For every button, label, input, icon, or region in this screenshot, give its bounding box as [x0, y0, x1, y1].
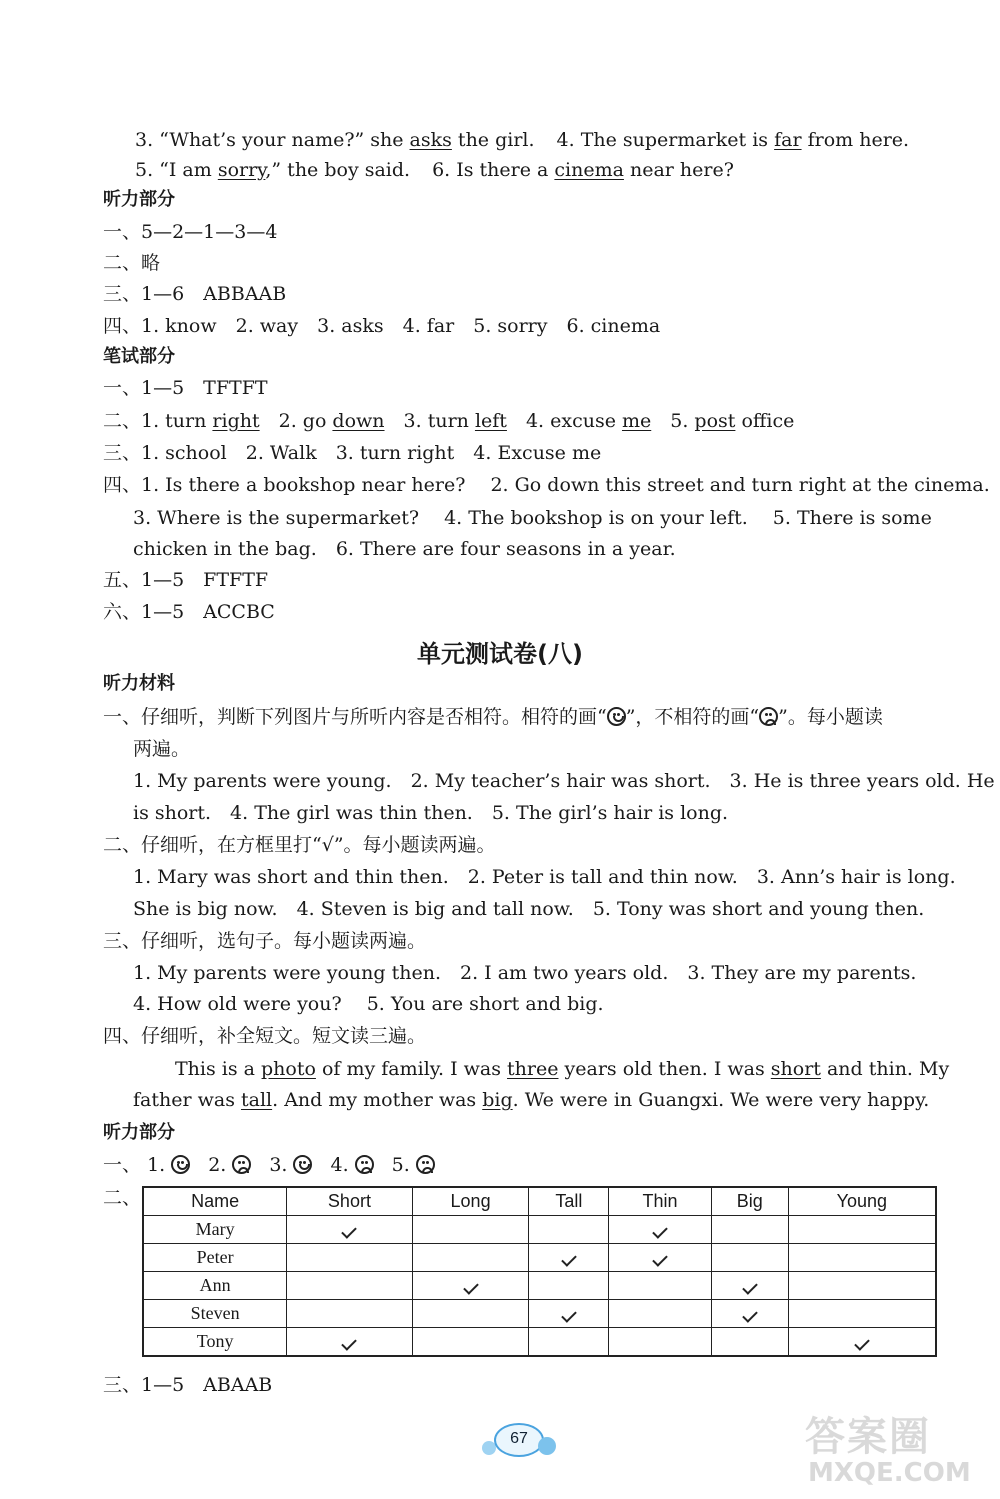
check-mark-icon [854, 1335, 870, 1351]
material-line: 1. Mary was short and thin then. 2. Peter is tall and thin now. 3. Ann’s hair is long. [133, 866, 956, 888]
table-row [143, 1216, 936, 1244]
watermark-url: MXQE.COM [808, 1458, 971, 1488]
table-row [143, 1272, 936, 1300]
answer-line: 五、1—5 FTFTF [103, 569, 269, 591]
face-item-number: 2. [208, 1154, 227, 1176]
smile-icon [171, 1155, 190, 1174]
frown-icon [416, 1155, 435, 1174]
frown-icon [355, 1155, 374, 1174]
table-cell [412, 1216, 529, 1244]
table-cell [287, 1216, 412, 1244]
table-cell [529, 1216, 609, 1244]
material-line: 两遍。 [133, 738, 191, 760]
column-header: Thin [609, 1187, 712, 1216]
table-body [143, 1216, 936, 1357]
smile-icon [293, 1155, 312, 1174]
table-cell [529, 1272, 609, 1300]
table-cell [412, 1300, 529, 1328]
check-mark-icon [342, 1223, 358, 1239]
row-name: Steven [143, 1300, 287, 1328]
table-cell [529, 1300, 609, 1328]
page-title: 单元测试卷(八) [417, 640, 583, 668]
table-cell [711, 1300, 788, 1328]
answer-line: 一、5—2—1—3—4 [103, 221, 278, 243]
material-line: 一、仔细听，判断下列图片与所听内容是否相符。相符的画“ ”，不相符的画“ ”。每小题读 [103, 706, 883, 728]
answer-line: 三、1. school 2. Walk 3. turn right 4. Excuse me [103, 442, 602, 464]
face-item-number: 1. [147, 1154, 166, 1176]
watermark-logo: 答案圈 [805, 1414, 931, 1460]
table-cell [711, 1328, 788, 1357]
table-cell [788, 1300, 936, 1328]
material-line: She is big now. 4. Steven is big and tall now. 5. Tony was short and young then. [133, 898, 925, 920]
page-number-badge [480, 1421, 560, 1461]
table-cell [412, 1328, 529, 1357]
table-header-row [143, 1187, 936, 1216]
column-header: Long [412, 1187, 529, 1216]
answer-line: 三、1—6 ABBAAB [103, 283, 287, 305]
check-mark-icon [342, 1335, 358, 1351]
table-cell [788, 1328, 936, 1357]
table-cell [711, 1244, 788, 1272]
material-line: is short. 4. The girl was thin then. 5. The girl’s hair is long. [133, 802, 729, 824]
check-mark-icon [463, 1279, 479, 1295]
table-cell [287, 1328, 412, 1357]
table-prefix: 二、 [103, 1187, 142, 1209]
face-item-number: 4. [330, 1154, 349, 1176]
answer-line: 六、1—5 ACCBC [103, 601, 275, 623]
check-mark-icon [652, 1251, 668, 1267]
row-name: Ann [143, 1272, 287, 1300]
page-number: 67 [510, 1430, 528, 1447]
face-item-number: 3. [269, 1154, 288, 1176]
row-name: Peter [143, 1244, 287, 1272]
table-cell [287, 1300, 412, 1328]
table-cell [711, 1272, 788, 1300]
material-line: 三、仔细听，选句子。每小题读两遍。 [103, 930, 427, 952]
column-header: Short [287, 1187, 412, 1216]
section-header: 听力部分 [103, 1122, 175, 1143]
table-cell [287, 1272, 412, 1300]
answer-line: 5. “I am sorry,” the boy said. 6. Is there a cinema near here? [135, 159, 734, 181]
table-cell [788, 1216, 936, 1244]
frown-icon [232, 1155, 251, 1174]
check-mark-icon [561, 1251, 577, 1267]
check-mark-icon [561, 1307, 577, 1323]
table-cell [609, 1244, 712, 1272]
answer-line: 一、1—5 TFTFT [103, 377, 268, 399]
answer-line: 3. Where is the supermarket? 4. The bookshop is on your left. 5. There is some [133, 507, 932, 529]
check-mark-icon [652, 1223, 668, 1239]
table-row [143, 1300, 936, 1328]
table-cell [412, 1272, 529, 1300]
answer-table [142, 1186, 937, 1357]
table-cell [412, 1244, 529, 1272]
column-header: Big [711, 1187, 788, 1216]
smile-icon [607, 707, 626, 726]
table-cell [788, 1272, 936, 1300]
table-row [143, 1328, 936, 1357]
material-line: 1. My parents were young then. 2. I am two years old. 3. They are my parents. [133, 962, 917, 984]
section-header: 笔试部分 [103, 346, 175, 367]
table-cell [609, 1272, 712, 1300]
table-cell [529, 1328, 609, 1357]
check-mark-icon [742, 1279, 758, 1295]
answer-line: chicken in the bag. 6. There are four seasons in a year. [133, 538, 676, 560]
material-line: 二、仔细听，在方框里打“√”。每小题读两遍。 [103, 834, 496, 856]
passage-line: This is a photo of my family. I was three years old then. I was short and thin. My [175, 1058, 950, 1080]
column-header: Tall [529, 1187, 609, 1216]
column-header: Young [788, 1187, 936, 1216]
row-name: Mary [143, 1216, 287, 1244]
column-header: Name [143, 1187, 287, 1216]
answer-line: 3. “What’s your name?” she asks the girl. 4. The supermarket is far from here. [135, 129, 910, 151]
check-mark-icon [742, 1307, 758, 1323]
face-item-number: 5. [391, 1154, 410, 1176]
answer-line: 二、略 [103, 252, 161, 274]
section-header: 听力材料 [103, 673, 175, 694]
answer-line: 四、1. know 2. way 3. asks 4. far 5. sorry 6. cinema [103, 315, 661, 337]
table-cell [529, 1244, 609, 1272]
row-name: Tony [143, 1328, 287, 1357]
table-cell [609, 1300, 712, 1328]
answer-line: 四、1. Is there a bookshop near here? 2. Go down this street and turn right at the cinema. [103, 474, 990, 496]
answer-line: 二、1. turn right 2. go down 3. turn left 4. excuse me 5. post office [103, 410, 795, 432]
section-header: 听力部分 [103, 189, 175, 210]
material-line: 4. How old were you? 5. You are short and big. [133, 993, 604, 1015]
table-cell [287, 1244, 412, 1272]
table-cell [788, 1244, 936, 1272]
table-row [143, 1244, 936, 1272]
face-answers: 一、 1. 2. 3. 4. 5. [103, 1153, 435, 1177]
material-line: 四、仔细听，补全短文。短文读三遍。 [103, 1025, 427, 1047]
answer-line: 三、1—5 ABAAB [103, 1374, 273, 1396]
table-cell [609, 1216, 712, 1244]
table-cell [609, 1328, 712, 1357]
material-line: 1. My parents were young. 2. My teacher’s hair was short. 3. He is three years old. He [133, 770, 995, 792]
table-cell [711, 1216, 788, 1244]
passage-line: father was tall. And my mother was big. We were in Guangxi. We were very happy. [133, 1089, 930, 1111]
frown-icon [759, 707, 778, 726]
